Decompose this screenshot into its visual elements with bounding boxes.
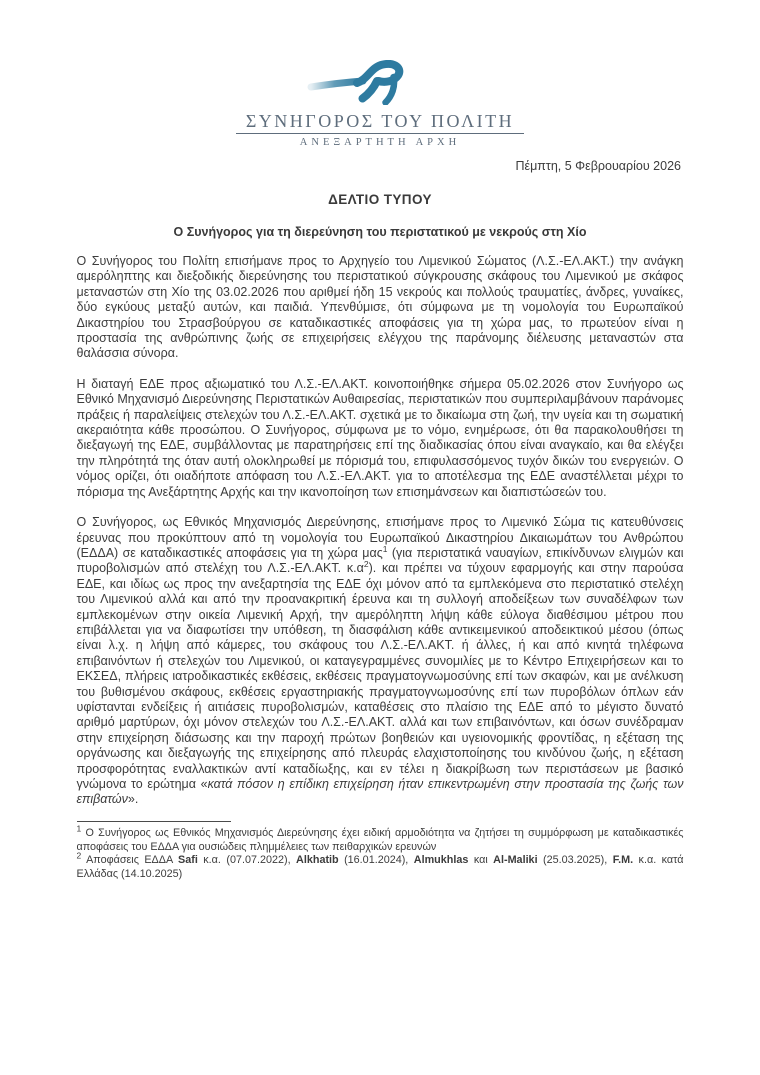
document-subtitle: Ο Συνήγορος για τη διερεύνηση του περιστατικού με νεκρούς στη Χίο bbox=[173, 225, 587, 239]
footnotes-section bbox=[77, 821, 684, 882]
footnote-2: $^2$ Αποφάσεις ΕΔΔΑ Safi κ.α. (07.07.2022), Alkhatib (16.01.2024), Almukhlas και Al-Maliki (25.03.2025), F.M. κ.α. κατά Ελλάδας (14.10.2025) bbox=[76, 850, 684, 881]
paragraph-2: Η διαταγή ΕΔΕ προς αξιωματικό του Λ.Σ.-ΕΛ.ΑΚΤ. κοινοποιήθηκε σήμερα 05.02.2026 στον Συνήγορο ως Εθνικό Μηχανισμό Διερεύνησης Περιστατικών Αυθαιρεσίας, περιστατικών που συμπεριλαμβάνουν παράνομες πράξεις ή παραλείψεις στελεχών του Λ.Σ.-ΕΛ.ΑΚΤ. σχετικά με το δικαίωμα στη ζωή, την υγεία και τη σωματική ακεραιότητα κάθε προσώπου. Ο Συνήγορος, σύμφωνα με το νόμο, ενημέρωσε, ότι θα παρακολουθήσει τη διεξαγωγή της ΕΔΕ, συμβάλλοντας με παρατηρήσεις επί της διαδικασίας όπου είναι αναγκαίο, και θα ελέγξει την πληρότητά της όταν αυτή ολοκληρωθεί με πόρισμά του, επιφυλασσόμενος τυχόν δικών του ενεργειών. Ο νόμος ορίζει, ότι οιαδήποτε απόφαση του Λ.Σ.-ΕΛ.ΑΚΤ. για το αποτέλεσμα της ΕΔΕ αναστέλλεται μέχρι το πόρισμα της Ανεξάρτητης Αρχής και την ικανοποίηση των επισημάνσεων και διαπιστώσεών του. bbox=[76, 376, 684, 499]
document-title: ΔΕΛΤΙΟ ΤΥΠΟΥ bbox=[328, 192, 432, 207]
document-body bbox=[77, 254, 684, 808]
footnote-1: $^1$ Ο Συνήγορος ως Εθνικός Μηχανισμός Διερεύνησης έχει ειδική αρμοδιότητα να ζητήσει τη συμμόρφωση με καταδικαστικές αποφάσεις του ΕΔΔΑ για ουσιώδεις πλημμέλειες των πειθαρχικών ερευνών bbox=[76, 823, 684, 853]
paragraph-3: Ο Συνήγορος, ως Εθνικός Μηχανισμός Διερεύνησης, επισήμανε προς το Λιμενικό Σώμα τις κατευθύνσεις έρευνας που προκύπτουν από τη νομολογία του Ευρωπαϊκού Δικαστηρίου Δικαιωμάτων του Ανθρώπου (ΕΔΔΑ) σε καταδικαστικές αποφάσεις για τη χώρα μας$^1$ (για περιστατικά ναυαγίων, επικίνδυνων ελιγμών και πυροβολισμών από στελέχη του Λ.Σ.-ΕΛ.ΑΚΤ. $\kappa.\alpha^2$). και πρέπει να τύχουν εφαρμογής και στην παρούσα ΕΔΕ, και ιδίως ως προς την ανεξαρτησία της ΕΔΕ όχι μόνον από τα εμπλεκόμενα στο περιστατικό στελέχη του Λιμενικού αλλά και από την προανακριτική έρευνα και τη συλλογή αποδείξεων των συναδέλφων των εμπλεκομένων στην οικεία Λιμενική Αρχή, την αμερόληπτη λήψη κάθε εύλογα διαθέσιμου μέτρου που επιβάλλεται για να διαφωτίσει την υπόθεση, τη διασφάλιση κάθε αντικειμενικού αποδεικτικού μέσου (όπως είναι λ.χ. η λήψη από κάμερες, του σκάφους του Λ.Σ.-ΕΛ.ΑΚΤ. ή άλλες, ή και από κινητά τηλέφωνα επιβαινόντων ή στελεχών του Λιμενικού, οι καταγεγραμμένες συνομιλίες με το Κέντρο Επιχειρήσεων και το ΕΚΣΕΔ, πλήρεις ιατροδικαστικές εκθέσεις, εκθέσεις πραγματογνωμοσύνης επί των σκαφών, και με ανέλκυση του βυθισμένου σκάφους, εκθέσεις εργαστηριακής πραγματογνωμοσύνης επί των πυροβόλων όπλων εάν υφίστανται ενδείξεις ή αιτιάσεις πυροβολισμών, καταθέσεις στο πλαίσιο της ΕΔΕ από το μέγιστο δυνατό αριθμό μαρτύρων, όχι μόνον στελεχών του Λ.Σ.-ΕΛ.ΑΚΤ. αλλά και των επιβαινόντων, και όσων συνέδραμαν στην επιχείρηση διάσωσης και την παροχή πρώτων βοηθειών και υγειονομικής φροντίδας, η εξέταση της οργάνωσης και διεξαγωγής της επιχείρησης από πλευράς ελαχιστοποίησης του κινδύνου ζωής, η εξέταση προσφορότητας εναλλακτικών αντί καταδίωξης, και εν τέλει η διακρίβωση των περιστάσεων με βασικό γνώμονα το ερώτημα «κατά πόσον η επίδικη επιχείρηση ήταν επικεντρωμένη στην προστασία της ζωής των επιβατών». bbox=[76, 515, 684, 807]
document-date: Πέμπτη, 5 Φεβρουαρίου 2026 bbox=[515, 159, 681, 173]
paragraph-1: Ο Συνήγορος του Πολίτη επισήμανε προς το Αρχηγείο του Λιμενικού Σώματος (Λ.Σ.-ΕΛ.ΑΚΤ.) την ανάγκη αμερόληπτης και διεξοδικής διερεύνησης του περιστατικού σύγκρουσης σκάφους του Λιμενικού με σκάφος μεταναστών στη Χίο της 03.02.2026 που αριθμεί ήδη 15 νεκρούς και πολλούς τραυματίες, άνδρες, γυναίκες, δύο εγκύους μεταξύ αυτών, και παιδιά. Υπενθύμισε, ότι σύμφωνα με τη νομολογία του Ευρωπαϊκού Δικαστηρίου του Στρασβούργου σε καταδικαστικές αποφάσεις για τη χώρα μας, το πρωτεύον είναι η προστασία της ανθρώπινης ζωής σε επιχειρήσεις ελέγχου της παράνομης διέλευσης μεταναστών στα θαλάσσια σύνορα. bbox=[76, 254, 684, 361]
organization-name: ΣΥΝΗΓΟΡΟΣ ΤΟΥ ΠΟΛΙΤΗ bbox=[245, 111, 515, 131]
logo-divider bbox=[236, 133, 524, 134]
organization-subtitle: ΑΝΕΞΑΡΤΗΤΗ ΑΡΧΗ bbox=[299, 137, 461, 148]
organization-logo bbox=[0, 60, 760, 149]
ombudsman-logo-icon bbox=[0, 60, 760, 110]
footnote-separator bbox=[77, 821, 231, 822]
